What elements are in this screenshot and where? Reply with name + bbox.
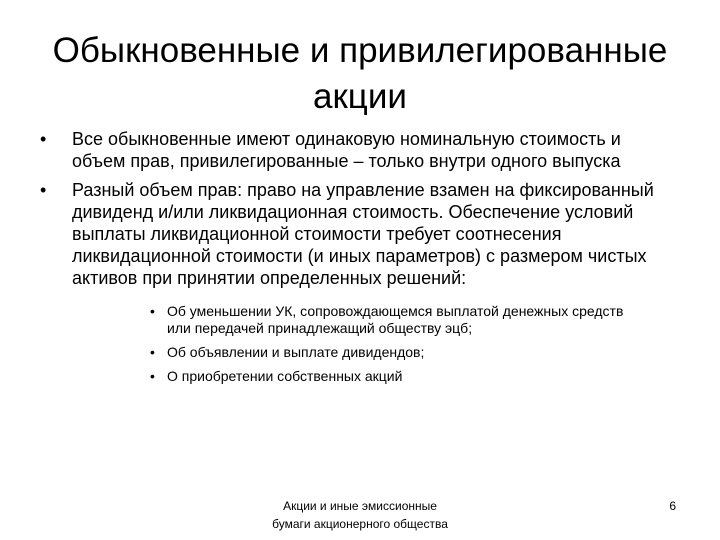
page-number: 6 [669,499,676,513]
sub-bullet-item [72,368,676,385]
title-line-2: акции [313,77,407,116]
sub-bullet-item [72,344,676,361]
bullet-text: Разный объем прав: право на управление взамен на фиксированный дивиденд и/или ликвидационная стоимость. Обеспечение условий выплаты ликвидационной стоимости требует соотнесения ликвидационной стоимости (и иных параметров) с размером чистых активов при принятии определенных решений: [72,180,654,288]
footer-line-2: бумаги акционерного общества [272,517,448,531]
footer-caption [230,497,490,533]
bullet-list [36,128,676,392]
bullet-icon: • [40,180,47,200]
sub-bullet-text: Об уменьшении УК, сопровождающемся выплатой денежных средств или передачей принадлежащий обществу эцб; [167,303,624,336]
bullet-item [36,128,676,172]
sub-bullet-icon: • [150,344,155,360]
sub-bullet-item [72,303,676,337]
title-line-1: Обыкновенные и привилегированные [52,31,668,70]
sub-bullet-text: Об объявлении и выплате дивидендов; [167,344,425,360]
bullet-icon: • [40,129,47,149]
bullet-item [36,179,676,385]
sub-bullet-icon: • [150,368,155,384]
footer-line-1: Акции и иные эмиссионные [283,499,437,513]
sub-bullet-text: О приобретении собственных акций [167,368,403,384]
slide-title [36,28,684,120]
bullet-text: Все обыкновенные имеют одинаковую номинальную стоимость и объем прав, привилегированные – только внутри одного выпуска [72,129,621,171]
sub-bullet-icon: • [150,303,155,319]
sub-bullet-list [72,303,676,385]
